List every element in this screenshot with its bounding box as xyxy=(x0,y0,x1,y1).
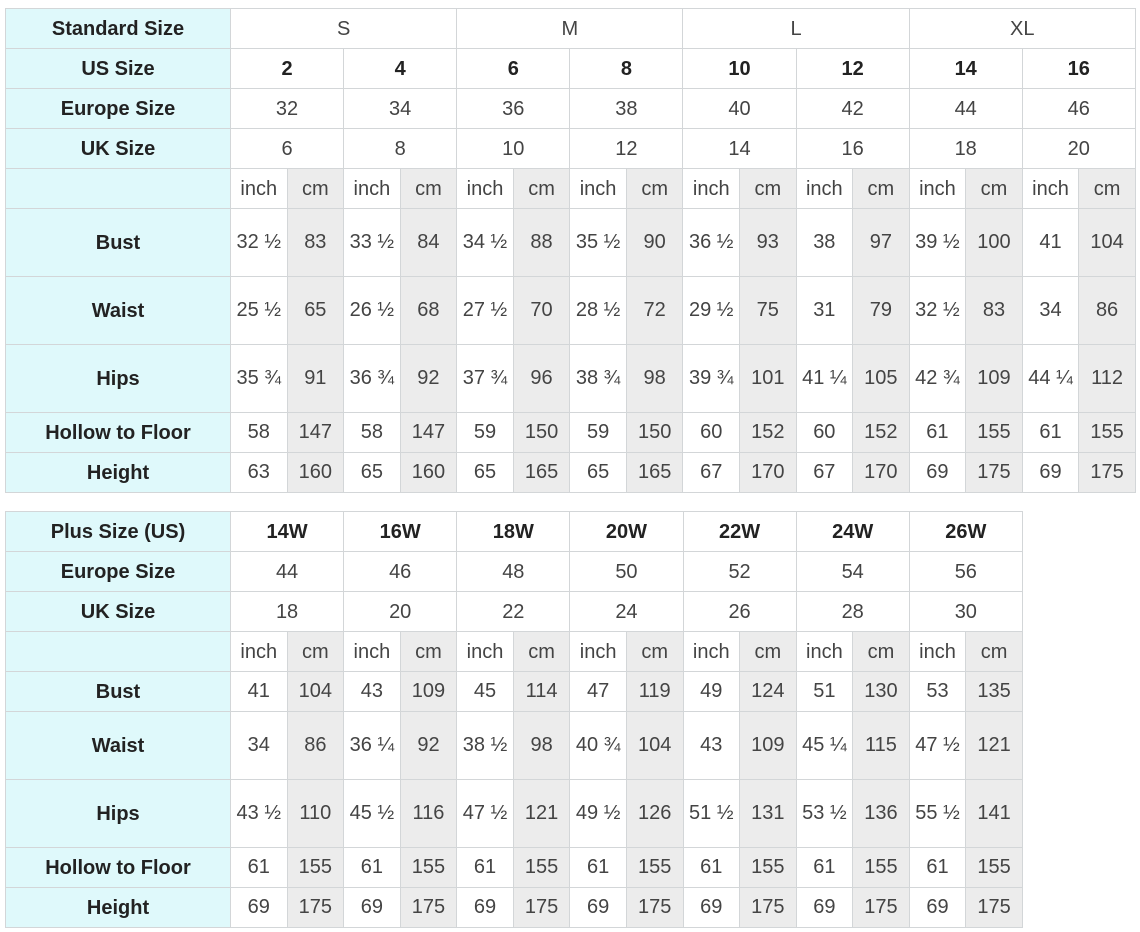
plus-inch-value-cell: 34 xyxy=(231,712,288,780)
cm-value-cell: 90 xyxy=(626,209,683,277)
us-size-label: US Size xyxy=(6,49,231,89)
plus-inch-value-cell: 36 ¼ xyxy=(344,712,401,780)
size-group-xl: XL xyxy=(909,9,1135,49)
inch-value-cell: 29 ½ xyxy=(683,277,740,345)
measurement-row-waist xyxy=(6,277,1136,345)
us-size-cell: 2 xyxy=(231,49,344,89)
standard-size-header-row xyxy=(6,9,1136,49)
inch-value-cell: 35 ½ xyxy=(570,209,627,277)
plus-unit-cm-label: cm xyxy=(740,632,797,672)
unit-inch-label: inch xyxy=(457,169,514,209)
plus-measurement-row-waist xyxy=(6,712,1023,780)
plus-inch-value-cell: 61 xyxy=(344,848,401,888)
standard-size-table xyxy=(5,8,1136,493)
unit-cm-label: cm xyxy=(400,169,457,209)
cm-value-cell: 155 xyxy=(966,413,1023,453)
inch-value-cell: 27 ½ xyxy=(457,277,514,345)
unit-cm-label: cm xyxy=(513,169,570,209)
cm-value-cell: 160 xyxy=(287,453,344,493)
measurement-row-bust xyxy=(6,209,1136,277)
europe-size-cell: 44 xyxy=(909,89,1022,129)
plus-size-cell: 22W xyxy=(683,512,796,552)
europe-size-cell: 40 xyxy=(683,89,796,129)
inch-value-cell: 67 xyxy=(683,453,740,493)
plus-cm-value-cell: 155 xyxy=(966,848,1023,888)
inch-value-cell: 38 xyxy=(796,209,853,277)
inch-value-cell: 36 ¾ xyxy=(344,345,401,413)
plus-cm-value-cell: 115 xyxy=(853,712,910,780)
plus-inch-value-cell: 49 xyxy=(683,672,740,712)
cm-value-cell: 88 xyxy=(513,209,570,277)
plus-europe-size-cell: 44 xyxy=(231,552,344,592)
plus-measurement-label: Hips xyxy=(6,780,231,848)
plus-unit-header-blank xyxy=(6,632,231,672)
inch-value-cell: 61 xyxy=(1022,413,1079,453)
plus-cm-value-cell: 104 xyxy=(626,712,683,780)
inch-value-cell: 42 ¾ xyxy=(909,345,966,413)
uk-size-cell: 6 xyxy=(231,129,344,169)
inch-value-cell: 65 xyxy=(457,453,514,493)
plus-europe-size-cell: 50 xyxy=(570,552,683,592)
uk-size-cell: 12 xyxy=(570,129,683,169)
plus-inch-value-cell: 53 xyxy=(909,672,966,712)
cm-value-cell: 91 xyxy=(287,345,344,413)
uk-size-cell: 14 xyxy=(683,129,796,169)
cm-value-cell: 98 xyxy=(626,345,683,413)
plus-inch-value-cell: 40 ¾ xyxy=(570,712,627,780)
plus-cm-value-cell: 131 xyxy=(740,780,797,848)
plus-size-header-row xyxy=(6,512,1023,552)
inch-value-cell: 59 xyxy=(457,413,514,453)
cm-value-cell: 83 xyxy=(966,277,1023,345)
uk-size-cell: 18 xyxy=(909,129,1022,169)
plus-cm-value-cell: 175 xyxy=(853,888,910,928)
plus-unit-inch-label: inch xyxy=(909,632,966,672)
inch-value-cell: 65 xyxy=(570,453,627,493)
inch-value-cell: 59 xyxy=(570,413,627,453)
cm-value-cell: 83 xyxy=(287,209,344,277)
cm-value-cell: 101 xyxy=(740,345,797,413)
inch-value-cell: 41 ¼ xyxy=(796,345,853,413)
cm-value-cell: 112 xyxy=(1079,345,1136,413)
plus-inch-value-cell: 38 ½ xyxy=(457,712,514,780)
plus-cm-value-cell: 155 xyxy=(287,848,344,888)
measurement-label: Height xyxy=(6,453,231,493)
plus-inch-value-cell: 61 xyxy=(909,848,966,888)
inch-value-cell: 31 xyxy=(796,277,853,345)
plus-europe-size-cell: 56 xyxy=(909,552,1022,592)
plus-cm-value-cell: 114 xyxy=(513,672,570,712)
plus-size-table xyxy=(5,511,1023,928)
plus-inch-value-cell: 69 xyxy=(231,888,288,928)
unit-cm-label: cm xyxy=(853,169,910,209)
plus-inch-value-cell: 61 xyxy=(457,848,514,888)
us-size-row xyxy=(6,49,1136,89)
inch-value-cell: 26 ½ xyxy=(344,277,401,345)
plus-uk-size-label: UK Size xyxy=(6,592,231,632)
plus-unit-inch-label: inch xyxy=(683,632,740,672)
inch-value-cell: 58 xyxy=(344,413,401,453)
plus-uk-size-cell: 20 xyxy=(344,592,457,632)
cm-value-cell: 165 xyxy=(513,453,570,493)
plus-europe-size-cell: 54 xyxy=(796,552,909,592)
plus-measurement-label: Hollow to Floor xyxy=(6,848,231,888)
unit-inch-label: inch xyxy=(683,169,740,209)
plus-inch-value-cell: 43 ½ xyxy=(231,780,288,848)
unit-cm-label: cm xyxy=(740,169,797,209)
standard-size-header-label: Standard Size xyxy=(6,9,231,49)
inch-value-cell: 69 xyxy=(1022,453,1079,493)
cm-value-cell: 175 xyxy=(966,453,1023,493)
plus-cm-value-cell: 175 xyxy=(400,888,457,928)
plus-measurement-row-bust xyxy=(6,672,1023,712)
plus-cm-value-cell: 175 xyxy=(966,888,1023,928)
size-group-m: M xyxy=(457,9,683,49)
measurement-label: Hollow to Floor xyxy=(6,413,231,453)
plus-cm-value-cell: 175 xyxy=(626,888,683,928)
plus-unit-inch-label: inch xyxy=(570,632,627,672)
plus-cm-value-cell: 86 xyxy=(287,712,344,780)
plus-cm-value-cell: 126 xyxy=(626,780,683,848)
plus-inch-value-cell: 47 ½ xyxy=(909,712,966,780)
plus-inch-value-cell: 69 xyxy=(457,888,514,928)
plus-unit-cm-label: cm xyxy=(626,632,683,672)
plus-measurement-label: Waist xyxy=(6,712,231,780)
us-size-cell: 10 xyxy=(683,49,796,89)
plus-unit-inch-label: inch xyxy=(457,632,514,672)
europe-size-row xyxy=(6,89,1136,129)
us-size-cell: 16 xyxy=(1022,49,1135,89)
plus-size-cell: 18W xyxy=(457,512,570,552)
us-size-cell: 6 xyxy=(457,49,570,89)
us-size-cell: 14 xyxy=(909,49,1022,89)
europe-size-cell: 46 xyxy=(1022,89,1135,129)
unit-inch-label: inch xyxy=(231,169,288,209)
inch-value-cell: 37 ¾ xyxy=(457,345,514,413)
europe-size-cell: 34 xyxy=(344,89,457,129)
plus-cm-value-cell: 155 xyxy=(513,848,570,888)
cm-value-cell: 150 xyxy=(626,413,683,453)
plus-size-cell: 16W xyxy=(344,512,457,552)
unit-header-blank xyxy=(6,169,231,209)
plus-uk-size-cell: 22 xyxy=(457,592,570,632)
cm-value-cell: 165 xyxy=(626,453,683,493)
plus-uk-size-cell: 18 xyxy=(231,592,344,632)
cm-value-cell: 84 xyxy=(400,209,457,277)
plus-inch-value-cell: 69 xyxy=(909,888,966,928)
plus-inch-value-cell: 47 ½ xyxy=(457,780,514,848)
plus-uk-size-cell: 24 xyxy=(570,592,683,632)
plus-cm-value-cell: 130 xyxy=(853,672,910,712)
plus-inch-value-cell: 51 xyxy=(796,672,853,712)
plus-europe-size-row xyxy=(6,552,1023,592)
uk-size-cell: 10 xyxy=(457,129,570,169)
inch-value-cell: 41 xyxy=(1022,209,1079,277)
plus-unit-cm-label: cm xyxy=(513,632,570,672)
plus-inch-value-cell: 43 xyxy=(344,672,401,712)
measurement-label: Hips xyxy=(6,345,231,413)
plus-inch-value-cell: 55 ½ xyxy=(909,780,966,848)
plus-inch-value-cell: 47 xyxy=(570,672,627,712)
measurement-row-height xyxy=(6,453,1136,493)
plus-inch-value-cell: 49 ½ xyxy=(570,780,627,848)
plus-inch-value-cell: 69 xyxy=(570,888,627,928)
cm-value-cell: 104 xyxy=(1079,209,1136,277)
inch-value-cell: 44 ¼ xyxy=(1022,345,1079,413)
cm-value-cell: 150 xyxy=(513,413,570,453)
plus-measurement-row-hollow-to-floor xyxy=(6,848,1023,888)
cm-value-cell: 155 xyxy=(1079,413,1136,453)
unit-inch-label: inch xyxy=(909,169,966,209)
plus-cm-value-cell: 175 xyxy=(740,888,797,928)
cm-value-cell: 175 xyxy=(1079,453,1136,493)
inch-value-cell: 67 xyxy=(796,453,853,493)
cm-value-cell: 72 xyxy=(626,277,683,345)
unit-inch-label: inch xyxy=(344,169,401,209)
us-size-cell: 4 xyxy=(344,49,457,89)
inch-value-cell: 65 xyxy=(344,453,401,493)
plus-inch-value-cell: 45 xyxy=(457,672,514,712)
inch-value-cell: 25 ½ xyxy=(231,277,288,345)
cm-value-cell: 97 xyxy=(853,209,910,277)
plus-cm-value-cell: 141 xyxy=(966,780,1023,848)
plus-uk-size-cell: 26 xyxy=(683,592,796,632)
plus-inch-value-cell: 53 ½ xyxy=(796,780,853,848)
inch-value-cell: 33 ½ xyxy=(344,209,401,277)
plus-unit-cm-label: cm xyxy=(400,632,457,672)
cm-value-cell: 68 xyxy=(400,277,457,345)
unit-inch-label: inch xyxy=(796,169,853,209)
plus-cm-value-cell: 155 xyxy=(740,848,797,888)
plus-cm-value-cell: 121 xyxy=(513,780,570,848)
unit-cm-label: cm xyxy=(626,169,683,209)
cm-value-cell: 93 xyxy=(740,209,797,277)
plus-uk-size-cell: 28 xyxy=(796,592,909,632)
plus-europe-size-cell: 46 xyxy=(344,552,457,592)
cm-value-cell: 152 xyxy=(853,413,910,453)
inch-value-cell: 38 ¾ xyxy=(570,345,627,413)
us-size-cell: 12 xyxy=(796,49,909,89)
uk-size-cell: 16 xyxy=(796,129,909,169)
plus-unit-inch-label: inch xyxy=(344,632,401,672)
cm-value-cell: 92 xyxy=(400,345,457,413)
inch-value-cell: 32 ½ xyxy=(909,277,966,345)
plus-measurement-label: Height xyxy=(6,888,231,928)
plus-inch-value-cell: 51 ½ xyxy=(683,780,740,848)
cm-value-cell: 105 xyxy=(853,345,910,413)
plus-inch-value-cell: 43 xyxy=(683,712,740,780)
plus-inch-value-cell: 61 xyxy=(231,848,288,888)
cm-value-cell: 75 xyxy=(740,277,797,345)
plus-size-table-body xyxy=(6,512,1023,928)
size-group-l: L xyxy=(683,9,909,49)
plus-cm-value-cell: 135 xyxy=(966,672,1023,712)
cm-value-cell: 79 xyxy=(853,277,910,345)
inch-value-cell: 61 xyxy=(909,413,966,453)
cm-value-cell: 109 xyxy=(966,345,1023,413)
plus-cm-value-cell: 124 xyxy=(740,672,797,712)
plus-size-cell: 14W xyxy=(231,512,344,552)
plus-europe-size-cell: 48 xyxy=(457,552,570,592)
unit-inch-label: inch xyxy=(1022,169,1079,209)
measurement-row-hips xyxy=(6,345,1136,413)
unit-header-row xyxy=(6,169,1136,209)
plus-cm-value-cell: 110 xyxy=(287,780,344,848)
plus-unit-cm-label: cm xyxy=(853,632,910,672)
plus-cm-value-cell: 136 xyxy=(853,780,910,848)
uk-size-row xyxy=(6,129,1136,169)
plus-europe-size-label: Europe Size xyxy=(6,552,231,592)
inch-value-cell: 34 ½ xyxy=(457,209,514,277)
plus-measurement-row-height xyxy=(6,888,1023,928)
plus-cm-value-cell: 121 xyxy=(966,712,1023,780)
inch-value-cell: 63 xyxy=(231,453,288,493)
cm-value-cell: 86 xyxy=(1079,277,1136,345)
cm-value-cell: 100 xyxy=(966,209,1023,277)
inch-value-cell: 35 ¾ xyxy=(231,345,288,413)
inch-value-cell: 60 xyxy=(796,413,853,453)
europe-size-cell: 38 xyxy=(570,89,683,129)
inch-value-cell: 34 xyxy=(1022,277,1079,345)
plus-inch-value-cell: 69 xyxy=(683,888,740,928)
inch-value-cell: 60 xyxy=(683,413,740,453)
plus-inch-value-cell: 45 ½ xyxy=(344,780,401,848)
inch-value-cell: 69 xyxy=(909,453,966,493)
measurement-label: Bust xyxy=(6,209,231,277)
standard-size-table-body xyxy=(6,9,1136,493)
plus-inch-value-cell: 69 xyxy=(796,888,853,928)
inch-value-cell: 32 ½ xyxy=(231,209,288,277)
plus-cm-value-cell: 104 xyxy=(287,672,344,712)
unit-cm-label: cm xyxy=(966,169,1023,209)
plus-cm-value-cell: 175 xyxy=(287,888,344,928)
plus-size-cell: 20W xyxy=(570,512,683,552)
cm-value-cell: 170 xyxy=(853,453,910,493)
cm-value-cell: 147 xyxy=(287,413,344,453)
plus-uk-size-row xyxy=(6,592,1023,632)
plus-unit-cm-label: cm xyxy=(287,632,344,672)
size-group-s: S xyxy=(231,9,457,49)
plus-size-cell: 26W xyxy=(909,512,1022,552)
plus-cm-value-cell: 109 xyxy=(740,712,797,780)
cm-value-cell: 70 xyxy=(513,277,570,345)
plus-inch-value-cell: 61 xyxy=(796,848,853,888)
uk-size-label: UK Size xyxy=(6,129,231,169)
inch-value-cell: 36 ½ xyxy=(683,209,740,277)
plus-cm-value-cell: 155 xyxy=(400,848,457,888)
plus-cm-value-cell: 155 xyxy=(626,848,683,888)
unit-cm-label: cm xyxy=(1079,169,1136,209)
plus-inch-value-cell: 41 xyxy=(231,672,288,712)
plus-unit-cm-label: cm xyxy=(966,632,1023,672)
cm-value-cell: 147 xyxy=(400,413,457,453)
inch-value-cell: 28 ½ xyxy=(570,277,627,345)
plus-inch-value-cell: 61 xyxy=(683,848,740,888)
plus-cm-value-cell: 98 xyxy=(513,712,570,780)
cm-value-cell: 170 xyxy=(740,453,797,493)
europe-size-cell: 36 xyxy=(457,89,570,129)
europe-size-cell: 32 xyxy=(231,89,344,129)
plus-inch-value-cell: 45 ¼ xyxy=(796,712,853,780)
inch-value-cell: 39 ¾ xyxy=(683,345,740,413)
europe-size-cell: 42 xyxy=(796,89,909,129)
plus-cm-value-cell: 116 xyxy=(400,780,457,848)
plus-cm-value-cell: 175 xyxy=(513,888,570,928)
unit-inch-label: inch xyxy=(570,169,627,209)
plus-unit-header-row xyxy=(6,632,1023,672)
europe-size-label: Europe Size xyxy=(6,89,231,129)
plus-size-header-label: Plus Size (US) xyxy=(6,512,231,552)
plus-measurement-row-hips xyxy=(6,780,1023,848)
plus-inch-value-cell: 61 xyxy=(570,848,627,888)
measurement-row-hollow-to-floor xyxy=(6,413,1136,453)
plus-unit-inch-label: inch xyxy=(796,632,853,672)
plus-size-cell: 24W xyxy=(796,512,909,552)
uk-size-cell: 20 xyxy=(1022,129,1135,169)
measurement-label: Waist xyxy=(6,277,231,345)
plus-unit-inch-label: inch xyxy=(231,632,288,672)
cm-value-cell: 65 xyxy=(287,277,344,345)
inch-value-cell: 39 ½ xyxy=(909,209,966,277)
cm-value-cell: 96 xyxy=(513,345,570,413)
plus-cm-value-cell: 109 xyxy=(400,672,457,712)
plus-cm-value-cell: 155 xyxy=(853,848,910,888)
cm-value-cell: 160 xyxy=(400,453,457,493)
uk-size-cell: 8 xyxy=(344,129,457,169)
plus-inch-value-cell: 69 xyxy=(344,888,401,928)
unit-cm-label: cm xyxy=(287,169,344,209)
plus-measurement-label: Bust xyxy=(6,672,231,712)
plus-cm-value-cell: 119 xyxy=(626,672,683,712)
plus-uk-size-cell: 30 xyxy=(909,592,1022,632)
plus-europe-size-cell: 52 xyxy=(683,552,796,592)
plus-cm-value-cell: 92 xyxy=(400,712,457,780)
us-size-cell: 8 xyxy=(570,49,683,89)
cm-value-cell: 152 xyxy=(740,413,797,453)
inch-value-cell: 58 xyxy=(231,413,288,453)
